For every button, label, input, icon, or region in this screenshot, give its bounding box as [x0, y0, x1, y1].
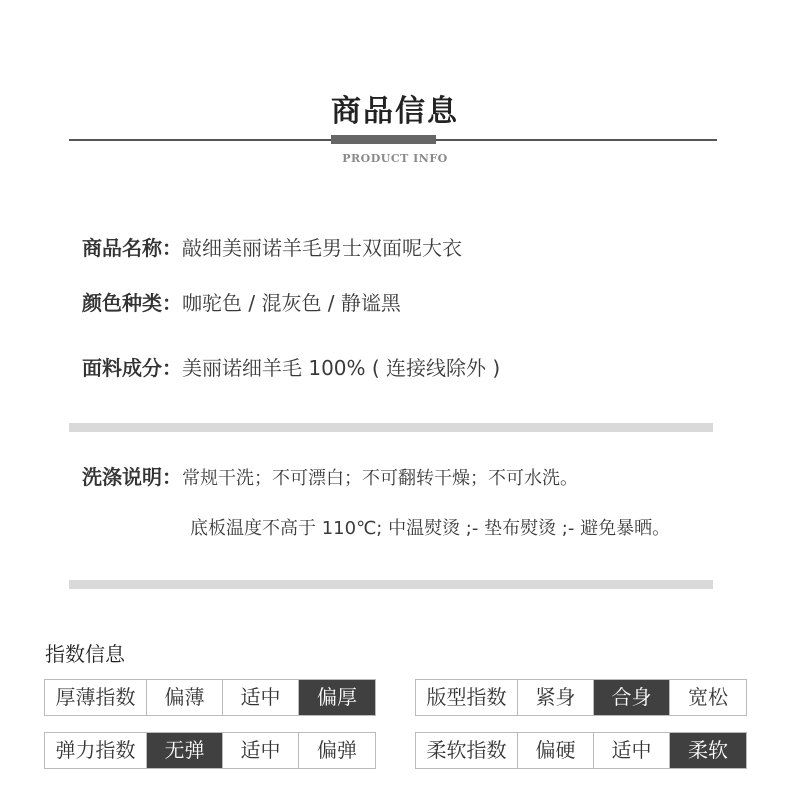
index-name-thickness: 厚薄指数	[45, 680, 147, 715]
index-option-regular: 合身	[594, 680, 670, 715]
index-name-elasticity: 弹力指数	[45, 733, 147, 768]
info-row-care	[82, 461, 578, 490]
info-label-name: 商品名称：	[82, 236, 182, 260]
info-label-colors: 颜色种类：	[82, 291, 182, 315]
page-subtitle: PRODUCT INFO	[342, 152, 448, 165]
index-option-moderate-soft: 适中	[594, 733, 670, 768]
index-name-fit: 版型指数	[416, 680, 518, 715]
info-value-fabric: 美丽诺细羊毛 100% ( 连接线除外 )	[182, 356, 501, 380]
info-value-care-line1: 常规干洗；不可漂白；不可翻转干燥；不可水洗。	[182, 468, 578, 489]
index-option-stretchy: 偏弹	[299, 733, 375, 768]
section-divider-2	[69, 580, 713, 589]
index-option-thick: 偏厚	[299, 680, 375, 715]
info-value-name: 敲细美丽诺羊毛男士双面呢大衣	[182, 236, 462, 260]
info-value-colors: 咖驼色 / 混灰色 / 静谧黑	[182, 291, 401, 315]
index-table-fit	[415, 679, 747, 716]
index-section-title: 指数信息	[45, 642, 125, 666]
index-table-elasticity	[44, 732, 376, 769]
section-divider-1	[69, 423, 713, 432]
info-label-care: 洗涤说明：	[82, 465, 182, 489]
index-option-firm: 偏硬	[518, 733, 594, 768]
index-option-no-stretch: 无弹	[147, 733, 223, 768]
index-table-thickness	[44, 679, 376, 716]
index-name-softness: 柔软指数	[416, 733, 518, 768]
info-row-colors	[82, 287, 401, 316]
info-row-fabric	[82, 352, 500, 381]
index-option-medium: 适中	[223, 680, 299, 715]
info-value-care-line2: 底板温度不高于 110℃; 中温熨烫 ;- 垫布熨烫 ;- 避免暴晒。	[190, 518, 671, 539]
index-option-tight: 紧身	[518, 680, 594, 715]
title-accent-bar	[331, 135, 436, 144]
index-table-softness	[415, 732, 747, 769]
index-option-loose: 宽松	[670, 680, 746, 715]
index-option-thin: 偏薄	[147, 680, 223, 715]
page-title: 商品信息	[331, 94, 459, 129]
info-row-name	[82, 232, 462, 261]
index-option-soft: 柔软	[670, 733, 746, 768]
info-label-fabric: 面料成分：	[82, 356, 182, 380]
index-option-moderate-stretch: 适中	[223, 733, 299, 768]
